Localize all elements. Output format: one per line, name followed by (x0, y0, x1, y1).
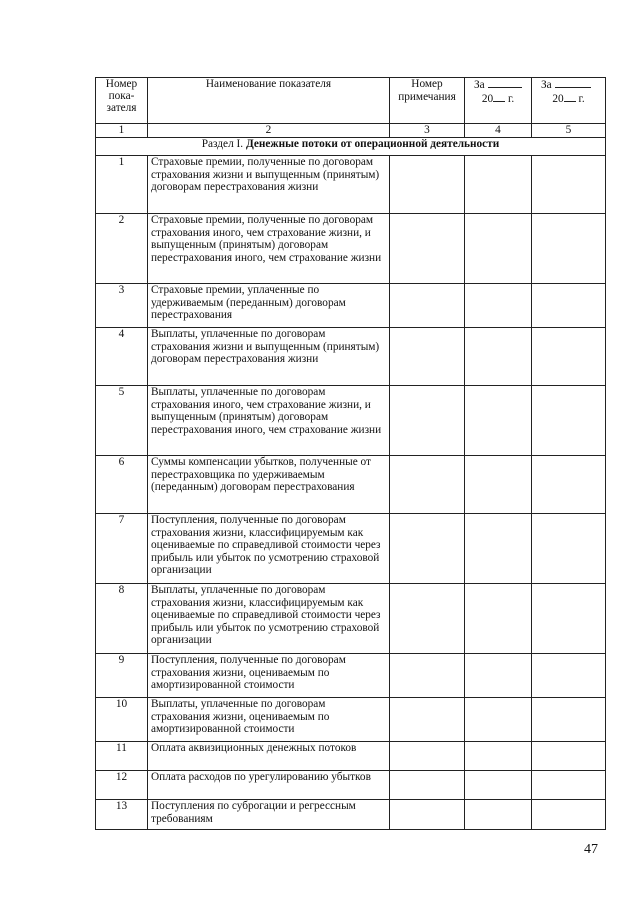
indicator-name: Выплаты, уплаченные по договорам страхования жизни и выпущенным (принятым) договорам перестрахования жизни (148, 328, 390, 386)
current-period-cell (465, 698, 532, 742)
indicator-name: Поступления, полученные по договорам страхования жизни, классифицируемым как оцениваемые по справедливой стоимости через прибыль или убыток по усмотрению страховой организации (148, 514, 390, 584)
indicator-number: 9 (96, 654, 148, 698)
note-cell (390, 584, 465, 654)
indicators-table (95, 77, 606, 830)
table-row (96, 386, 606, 456)
note-cell (390, 771, 465, 800)
table-row (96, 328, 606, 386)
indicator-name: Выплаты, уплаченные по договорам страхования жизни, оцениваемым по амортизированной стоимости (148, 698, 390, 742)
current-period-cell (465, 514, 532, 584)
table-header-row (96, 78, 606, 124)
previous-period-cell (532, 584, 606, 654)
indicator-number: 4 (96, 328, 148, 386)
note-cell (390, 214, 465, 284)
previous-period-cell (532, 698, 606, 742)
indicator-number: 3 (96, 284, 148, 328)
indicator-number: 6 (96, 456, 148, 514)
header-period-current: За 20 г. (465, 78, 532, 124)
current-period-cell (465, 456, 532, 514)
previous-period-cell (532, 800, 606, 830)
indicator-number: 11 (96, 742, 148, 771)
table-row (96, 800, 606, 830)
previous-period-cell (532, 514, 606, 584)
note-cell (390, 456, 465, 514)
note-cell (390, 386, 465, 456)
indicator-name: Поступления, полученные по договорам страхования жизни, оцениваемым по амортизированной стоимости (148, 654, 390, 698)
indicator-number: 2 (96, 214, 148, 284)
table-row (96, 654, 606, 698)
indicator-number: 12 (96, 771, 148, 800)
previous-period-cell (532, 456, 606, 514)
current-period-cell (465, 386, 532, 456)
indicator-name: Страховые премии, уплаченные по удерживаемым (переданным) договорам перестрахования (148, 284, 390, 328)
indicator-number: 8 (96, 584, 148, 654)
current-period-cell (465, 214, 532, 284)
note-cell (390, 698, 465, 742)
table-row (96, 514, 606, 584)
current-period-cell (465, 800, 532, 830)
indicator-number: 10 (96, 698, 148, 742)
section-title: Денежные потоки от операционной деятельности (245, 138, 500, 150)
header-indicator-number: Номер пока- зателя (96, 78, 148, 124)
previous-period-cell (532, 771, 606, 800)
table-row (96, 584, 606, 654)
current-period-cell (465, 328, 532, 386)
note-cell (390, 156, 465, 214)
section-heading: Раздел I. Денежные потоки от операционной деятельности (96, 138, 606, 156)
header-note-number: Номер примечания (390, 78, 465, 124)
note-cell (390, 742, 465, 771)
note-cell (390, 328, 465, 386)
previous-period-cell (532, 742, 606, 771)
column-number: 2 (148, 124, 390, 138)
column-number: 1 (96, 124, 148, 138)
previous-period-cell (532, 386, 606, 456)
previous-period-cell (532, 284, 606, 328)
indicator-name: Оплата аквизиционных денежных потоков (148, 742, 390, 771)
current-period-cell (465, 771, 532, 800)
column-number: 3 (390, 124, 465, 138)
table-row (96, 156, 606, 214)
indicator-number: 1 (96, 156, 148, 214)
column-number: 4 (465, 124, 532, 138)
indicator-number: 7 (96, 514, 148, 584)
previous-period-cell (532, 328, 606, 386)
current-period-cell (465, 654, 532, 698)
current-period-cell (465, 584, 532, 654)
column-number: 5 (532, 124, 606, 138)
current-period-cell (465, 156, 532, 214)
indicator-name: Выплаты, уплаченные по договорам страхования иного, чем страхование жизни, и выпущенным (принятым) договорам перестрахования иного, чем страхование жизни (148, 386, 390, 456)
section-heading-row (96, 138, 606, 156)
table-row (96, 771, 606, 800)
table-row (96, 698, 606, 742)
indicator-name: Суммы компенсации убытков, полученные от перестраховщика по удерживаемым (переданным) договорам перестрахования (148, 456, 390, 514)
table-row (96, 456, 606, 514)
header-period-previous: За 20 г. (532, 78, 606, 124)
note-cell (390, 800, 465, 830)
current-period-cell (465, 284, 532, 328)
indicator-number: 5 (96, 386, 148, 456)
header-indicator-name: Наименование показателя (148, 78, 390, 124)
current-period-cell (465, 742, 532, 771)
indicator-name: Оплата расходов по урегулированию убытков (148, 771, 390, 800)
indicator-number: 13 (96, 800, 148, 830)
previous-period-cell (532, 654, 606, 698)
table-row (96, 284, 606, 328)
note-cell (390, 514, 465, 584)
table-row (96, 742, 606, 771)
page-number: 47 (584, 842, 598, 857)
column-number-row (96, 124, 606, 138)
indicator-name: Выплаты, уплаченные по договорам страхования жизни, классифицируемым как оцениваемые по справедливой стоимости через прибыль или убыток по усмотрению страховой организации (148, 584, 390, 654)
note-cell (390, 284, 465, 328)
previous-period-cell (532, 214, 606, 284)
previous-period-cell (532, 156, 606, 214)
indicator-name: Страховые премии, полученные по договорам страхования жизни и выпущенным (принятым) договорам перестрахования жизни (148, 156, 390, 214)
indicator-name: Страховые премии, полученные по договорам страхования иного, чем страхование жизни, и выпущенным (принятым) договорам перестрахования иного, чем страхование жизни (148, 214, 390, 284)
indicator-name: Поступления по суброгации и регрессным требованиям (148, 800, 390, 830)
table-row (96, 214, 606, 284)
note-cell (390, 654, 465, 698)
